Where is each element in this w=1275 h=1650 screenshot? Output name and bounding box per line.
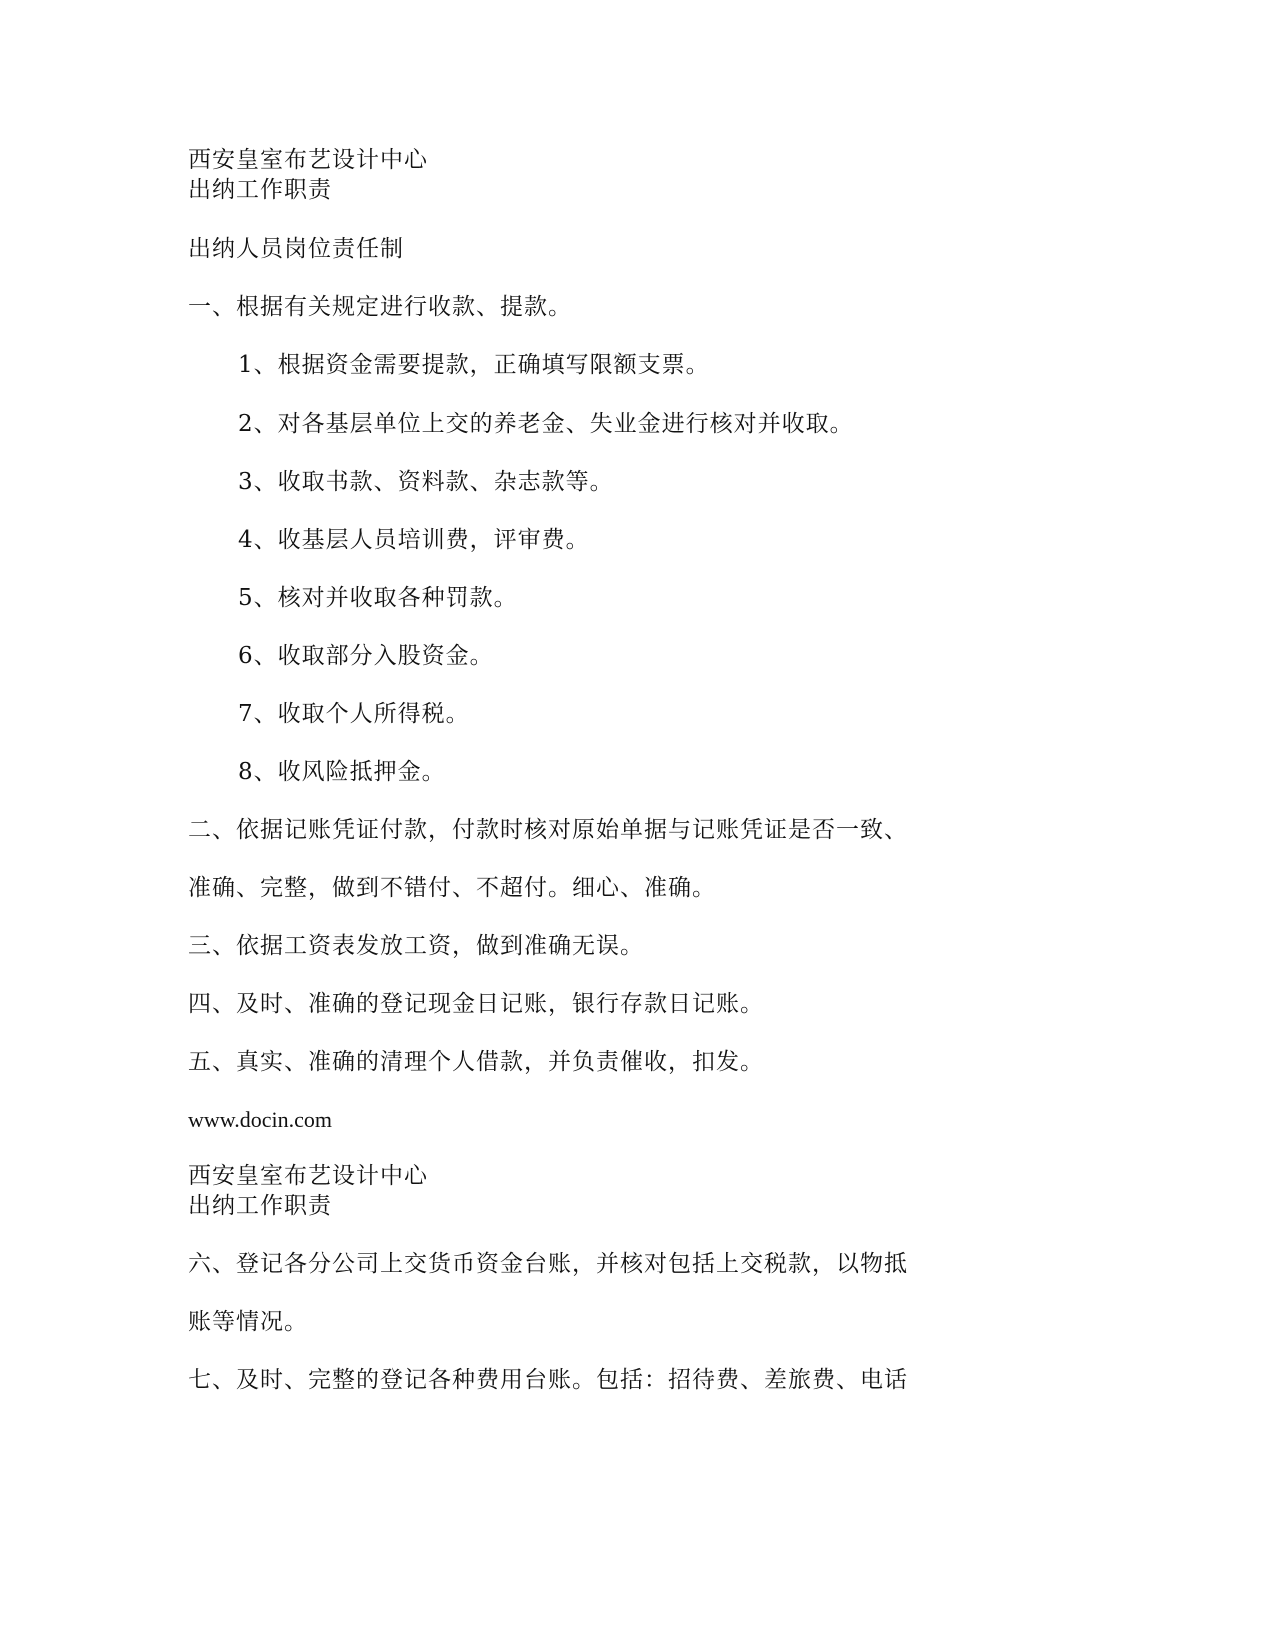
sub-item-1: 1、根据资金需要提款，正确填写限额支票。 bbox=[238, 352, 710, 378]
header-company-2: 西安皇室布艺设计中心 bbox=[188, 1163, 428, 1189]
item-4: 四、及时、准确的登记现金日记账，银行存款日记账。 bbox=[188, 991, 764, 1017]
sub-item-6: 6、收取部分入股资金。 bbox=[238, 643, 494, 669]
sub-item-4: 4、收基层人员培训费，评审费。 bbox=[238, 527, 590, 553]
item-3: 三、依据工资表发放工资，做到准确无误。 bbox=[188, 933, 644, 959]
sub-item-7: 7、收取个人所得税。 bbox=[238, 701, 470, 727]
item-6-line-2: 账等情况。 bbox=[188, 1309, 308, 1335]
sub-item-3: 3、收取书款、资料款、杂志款等。 bbox=[238, 469, 614, 495]
sub-item-5: 5、核对并收取各种罚款。 bbox=[238, 585, 518, 611]
sub-item-8: 8、收风险抵押金。 bbox=[238, 759, 446, 785]
item-5: 五、真实、准确的清理个人借款，并负责催收，扣发。 bbox=[188, 1049, 764, 1075]
item-2-line-1: 二、依据记账凭证付款，付款时核对原始单据与记账凭证是否一致、 bbox=[188, 817, 908, 843]
header-title-2: 出纳工作职责 bbox=[188, 1193, 332, 1219]
item-1: 一、根据有关规定进行收款、提款。 bbox=[188, 294, 572, 320]
footer-url: www.docin.com bbox=[188, 1107, 332, 1132]
header-title: 出纳工作职责 bbox=[188, 177, 332, 203]
item-7-line-1: 七、及时、完整的登记各种费用台账。包括：招待费、差旅费、电话 bbox=[188, 1367, 908, 1393]
item-6-line-1: 六、登记各分公司上交货币资金台账，并核对包括上交税款，以物抵 bbox=[188, 1251, 908, 1277]
doc-title: 出纳人员岗位责任制 bbox=[188, 236, 404, 262]
header-company: 西安皇室布艺设计中心 bbox=[188, 147, 428, 173]
sub-item-2: 2、对各基层单位上交的养老金、失业金进行核对并收取。 bbox=[238, 411, 854, 437]
item-2-line-2: 准确、完整，做到不错付、不超付。细心、准确。 bbox=[188, 875, 716, 901]
